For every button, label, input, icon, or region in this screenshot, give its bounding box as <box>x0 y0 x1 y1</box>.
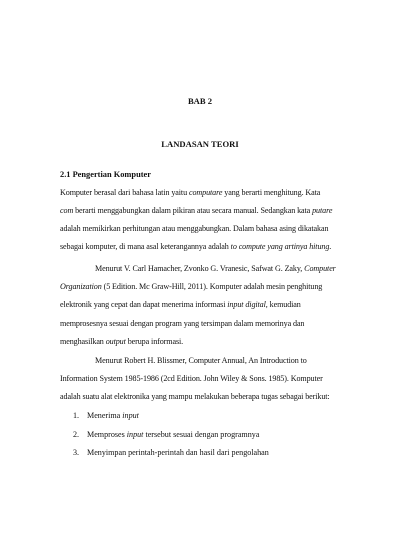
text-run: Memproses <box>87 430 127 439</box>
paragraph-1-line <box>60 188 320 197</box>
italic-term: putare <box>312 206 333 215</box>
paragraph-2-line <box>60 319 304 328</box>
italic-term: output <box>105 337 126 346</box>
chapter-title: LANDASAN TEORI <box>161 139 239 149</box>
text-run: berarti menggabungkan dalam pikiran atau secara manual. Sedangkan kata <box>73 206 313 215</box>
paragraph-1-line <box>60 242 331 251</box>
list-item <box>87 430 259 439</box>
list-item-number: 2. <box>73 430 80 439</box>
italic-term: input digital <box>227 300 266 309</box>
paragraph-3-line <box>60 374 323 383</box>
text-run: menghasilkan <box>60 337 106 346</box>
text-run: Menerima <box>87 411 123 420</box>
chapter-label: BAB 2 <box>187 96 213 106</box>
text-run: sebagai komputer, di mana asal keterangannya adalah <box>60 242 231 251</box>
text-run: . <box>329 242 332 251</box>
italic-term: Organization <box>60 282 102 291</box>
text-run: Information System 1985-1986 (2cd Edition. John Wiley & Sons. 1985). Komputer <box>60 374 323 383</box>
italic-term: to compute yang artinya hitung <box>230 242 330 251</box>
list-item-number: 1. <box>73 411 80 420</box>
italic-term: Computer <box>304 264 336 273</box>
text-run: Menurut V. Carl Hamacher, Zvonko G. Vranesic, Safwat G. Zaky, <box>95 264 305 273</box>
paragraph-2-line <box>60 337 183 346</box>
text-run: berupa informasi. <box>125 337 184 346</box>
paragraph-1-line <box>60 224 328 233</box>
paragraph-1-line <box>60 206 332 215</box>
paragraph-2-line <box>60 282 322 291</box>
italic-term: input <box>126 430 144 439</box>
text-run: elektronik yang cepat dan dapat menerima informasi <box>60 300 228 309</box>
italic-term: com <box>60 206 74 215</box>
text-run: (5 Edition. Mc Graw-Hill, 2011). Komputer adalah mesin penghitung <box>101 282 323 291</box>
section-heading: 2.1 Pengertian Komputer <box>60 170 151 179</box>
text-run: memprosesnya sesuai dengan program yang tersimpan dalam memorinya dan <box>60 319 305 328</box>
paragraph-2-line <box>95 264 336 273</box>
text-run: yang berarti menghitung. Kata <box>222 188 321 197</box>
italic-term: input <box>122 411 139 420</box>
text-run: Menurut Robert H. Blissmer, Computer Annual, An Introduction to <box>95 356 307 365</box>
text-run: Menyimpan perintah-perintah dan hasil dari pengolahan <box>87 448 269 457</box>
italic-term: computare <box>188 188 223 197</box>
paragraph-3-line <box>60 392 330 401</box>
text-run: Komputer berasal dari bahasa latin yaitu <box>60 188 189 197</box>
list-item <box>87 448 269 457</box>
paragraph-3-line <box>95 356 307 365</box>
list-item <box>87 411 139 420</box>
text-run: adalah suatu alat elektronika yang mampu melakukan beberapa tugas sebagai berikut: <box>60 392 330 401</box>
paragraph-2-line <box>60 300 301 309</box>
text-run: , kemudian <box>265 300 301 309</box>
text-run: tersebut sesuai dengan programnya <box>143 430 260 439</box>
text-run: adalah memikirkan perhitungan atau menggabungkan. Dalam bahasa asing dikatakan <box>60 224 329 233</box>
list-item-number: 3. <box>73 448 80 457</box>
